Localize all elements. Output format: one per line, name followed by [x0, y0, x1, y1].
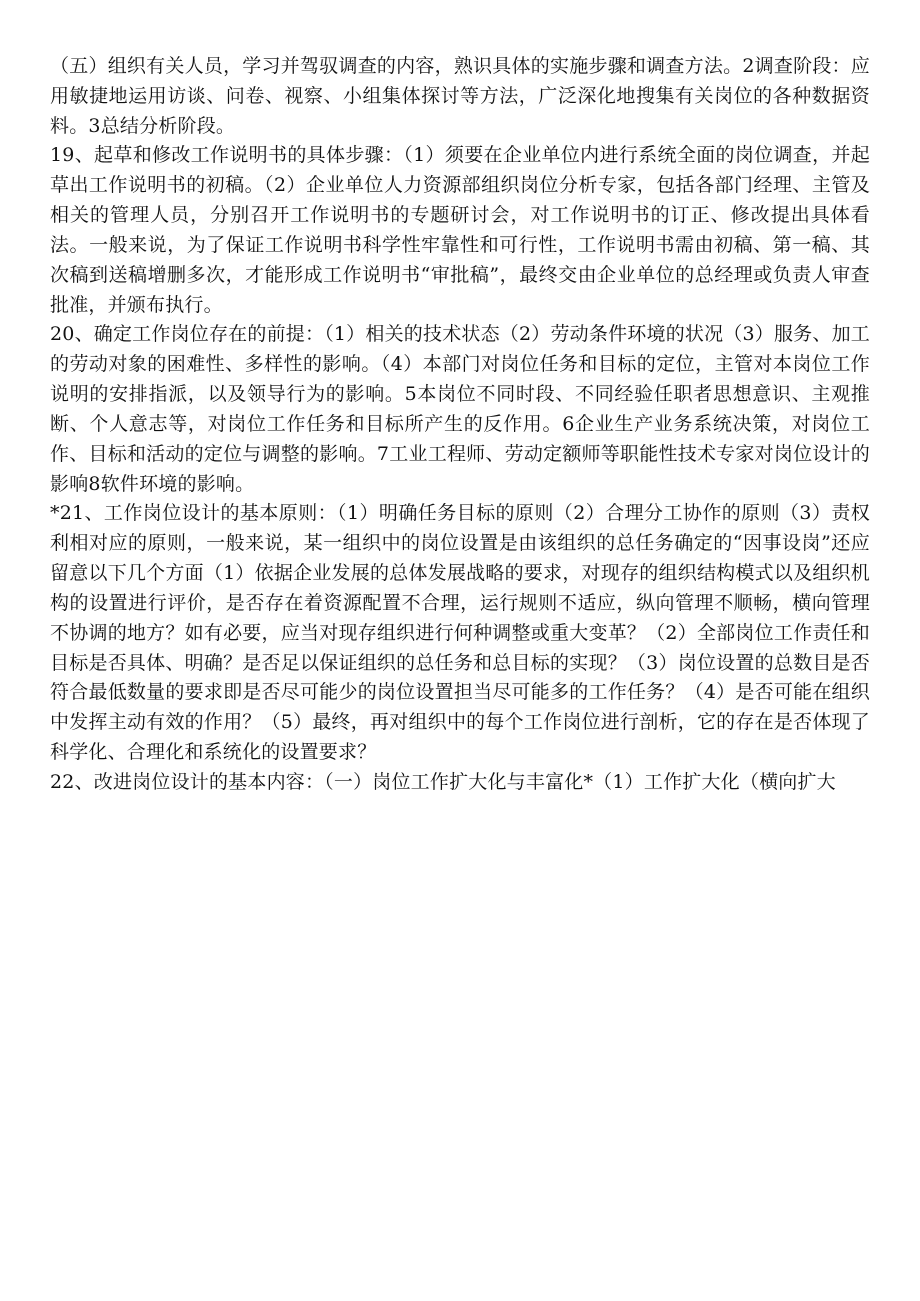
paragraph-investigation-steps: （五）组织有关人员，学习并驾驭调查的内容，熟识具体的实施步骤和调查方法。2调查阶段：应用敏捷地运用访谈、问卷、视察、小组集体探讨等方法，广泛深化地搜集有关岗位的各种数据资料。3总结分析阶段。	[50, 55, 870, 137]
paragraph-19-job-description-steps: 19、起草和修改工作说明书的具体步骤：（1）须要在企业单位内进行系统全面的岗位调查，并起草出工作说明书的初稿。（2）企业单位人力资源部组织岗位分析专家，包括各部门经理、主管及相关的管理人员，分别召开工作说明书的专题研讨会，对工作说明书的订正、修改提出具体看法。一般来说，为了保证工作说明书科学性牢靠性和可行性，工作说明书需由初稿、第一稿、其次稿到送稿增删多次，才能形成工作说明书“审批稿”，最终交由企业单位的总经理或负责人审查批准，并颁布执行。	[50, 144, 870, 316]
paragraph-20-job-existence-premises: 20、确定工作岗位存在的前提：（1）相关的技术状态（2）劳动条件环境的状况（3）服务、加工的劳动对象的困难性、多样性的影响。（4）本部门对岗位任务和目标的定位，主管对本岗位工作说明的安排指派，以及领导行为的影响。5本岗位不同时段、不同经验任职者思想意识、主观推断、个人意志等，对岗位工作任务和目标所产生的反作用。6企业生产业务系统决策，对岗位工作、目标和活动的定位与调整的影响。7工业工程师、劳动定额师等职能性技术专家对岗位设计的影响8软件环境的影响。	[50, 323, 870, 495]
paragraph-22-job-design-improvement: 22、改进岗位设计的基本内容：（一）岗位工作扩大化与丰富化*（1）工作扩大化（横向扩大	[50, 770, 836, 793]
paragraph-21-job-design-principles: *21、工作岗位设计的基本原则：（1）明确任务目标的原则（2）合理分工协作的原则（3）责权利相对应的原则，一般来说，某一组织中的岗位设置是由该组织的总任务确定的“因事设岗”还应留意以下几个方面（1）依据企业发展的总体发展战略的要求，对现存的组织结构模式以及组织机构的设置进行评价，是否存在着资源配置不合理，运行规则不适应，纵向管理不顺畅，横向管理不协调的地方？如有必要，应当对现存组织进行何种调整或重大变革？（2）全部岗位工作责任和目标是否具体、明确？是否足以保证组织的总任务和总目标的实现？（3）岗位设置的总数目是否符合最低数量的要求即是否尽可能少的岗位设置担当尽可能多的工作任务？（4）是否可能在组织中发挥主动有效的作用？（5）最终，再对组织中的每个工作岗位进行剖析，它的存在是否体现了科学化、合理化和系统化的设置要求？	[50, 502, 870, 764]
